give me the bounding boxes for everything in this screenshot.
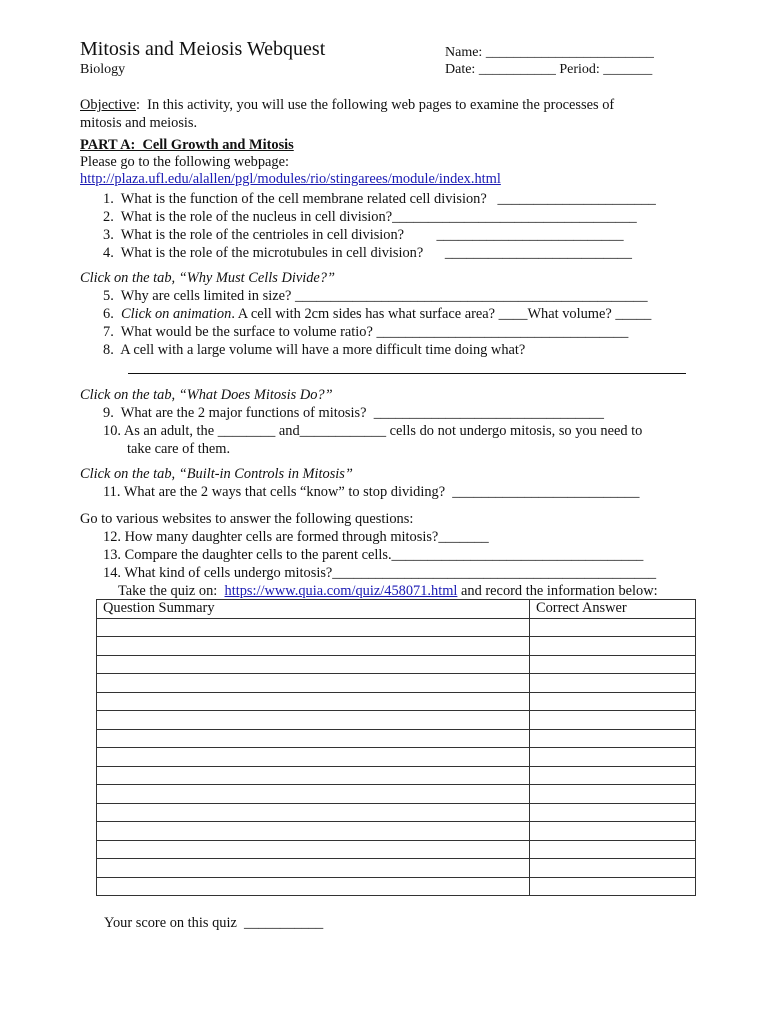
question-12: 12. How many daughter cells are formed through mitosis?_______ (103, 529, 489, 545)
table-row (97, 692, 696, 711)
table-row (97, 637, 696, 656)
table-row (97, 711, 696, 730)
page-title: Mitosis and Meiosis Webquest (80, 38, 326, 60)
summary-cell[interactable] (97, 655, 530, 674)
answer-cell[interactable] (530, 785, 696, 804)
summary-cell[interactable] (97, 637, 530, 656)
summary-cell[interactable] (97, 877, 530, 896)
answer-cell[interactable] (530, 618, 696, 637)
name-field-label: Name: ________________________ (445, 45, 654, 60)
summary-cell[interactable] (97, 711, 530, 730)
subject-label: Biology (80, 62, 126, 77)
table-row (97, 674, 696, 693)
summary-cell[interactable] (97, 766, 530, 785)
answer-cell[interactable] (530, 674, 696, 693)
quiz-score-label: Your score on this quiz ___________ (104, 915, 324, 931)
question-13: 13. Compare the daughter cells to the parent cells.___________________________________ (103, 547, 644, 563)
question-14: 14. What kind of cells undergo mitosis?_____________________________________________ (103, 565, 657, 581)
answer-cell[interactable] (530, 840, 696, 859)
date-period-label: Date: ___________ Period: _______ (445, 62, 653, 77)
table-row (97, 766, 696, 785)
websites-instruction: Go to various websites to answer the following questions: (80, 511, 414, 527)
answer-cell[interactable] (530, 803, 696, 822)
table-row (97, 729, 696, 748)
column-header-correct-answer: Correct Answer (530, 600, 696, 619)
question-2: 2. What is the role of the nucleus in cell division?__________________________________ (103, 209, 637, 225)
quiz-url-link[interactable]: https://www.quia.com/quiz/458071.html (224, 583, 458, 599)
question-10: 10. As an adult, the ________ and____________ cells do not undergo mitosis, so you need to (103, 423, 643, 439)
table-header-row (97, 600, 696, 619)
question-6: 6. Click on animation. A cell with 2cm sides has what surface area? ____What volume? _____ (103, 306, 652, 322)
answer-cell[interactable] (530, 729, 696, 748)
question-7: 7. What would be the surface to volume ratio? ___________________________________ (103, 324, 629, 340)
table-row (97, 618, 696, 637)
question-8: 8. A cell with a large volume will have a more difficult time doing what? (103, 342, 526, 358)
table-row (97, 840, 696, 859)
table-row (97, 748, 696, 767)
answer-cell[interactable] (530, 655, 696, 674)
table-row (97, 822, 696, 841)
summary-cell[interactable] (97, 748, 530, 767)
quiz-instruction: Take the quiz on: https://www.quia.com/quiz/458071.html and record the information below: (118, 583, 658, 599)
part-a-url-link[interactable]: http://plaza.ufl.edu/alallen/pgl/modules/rio/stingarees/module/index.html (80, 171, 501, 187)
objective-line-1 (80, 97, 614, 114)
question-4: 4. What is the role of the microtubules in cell division? __________________________ (103, 245, 632, 261)
summary-cell[interactable] (97, 840, 530, 859)
tab-instruction-why: Click on the tab, “Why Must Cells Divide?” (80, 270, 336, 286)
answer-line-q8 (128, 373, 686, 374)
objective-text-1: : In this activity, you will use the following web pages to examine the processes of (135, 97, 615, 113)
answer-cell[interactable] (530, 877, 696, 896)
objective-line-2: mitosis and meiosis. (80, 115, 198, 131)
summary-cell[interactable] (97, 859, 530, 878)
table-row (97, 803, 696, 822)
tab-instruction-what: Click on the tab, “What Does Mitosis Do?” (80, 387, 333, 403)
answer-cell[interactable] (530, 692, 696, 711)
answer-cell[interactable] (530, 748, 696, 767)
table-row (97, 877, 696, 896)
summary-cell[interactable] (97, 729, 530, 748)
answer-cell[interactable] (530, 822, 696, 841)
question-10-line-2: take care of them. (127, 441, 231, 457)
question-1: 1. What is the function of the cell membrane related cell division? ______________________ (103, 191, 656, 207)
table-row (97, 859, 696, 878)
question-9: 9. What are the 2 major functions of mitosis? ________________________________ (103, 405, 604, 421)
answer-cell[interactable] (530, 859, 696, 878)
table-row (97, 785, 696, 804)
table-row (97, 655, 696, 674)
question-11: 11. What are the 2 ways that cells “know” to stop dividing? __________________________ (103, 484, 640, 500)
part-a-instruction: Please go to the following webpage: (80, 154, 290, 170)
summary-cell[interactable] (97, 822, 530, 841)
summary-cell[interactable] (97, 785, 530, 804)
question-3: 3. What is the role of the centrioles in cell division? __________________________ (103, 227, 624, 243)
question-5: 5. Why are cells limited in size? _________________________________________________ (103, 288, 648, 304)
summary-cell[interactable] (97, 618, 530, 637)
tab-instruction-controls: Click on the tab, “Built-in Controls in Mitosis” (80, 466, 353, 482)
column-header-question-summary: Question Summary (97, 600, 530, 619)
part-a-heading: PART A: Cell Growth and Mitosis (80, 137, 294, 153)
summary-cell[interactable] (97, 674, 530, 693)
objective-label: Objective (80, 97, 136, 113)
answer-cell[interactable] (530, 766, 696, 785)
summary-cell[interactable] (97, 803, 530, 822)
answer-cell[interactable] (530, 711, 696, 730)
summary-cell[interactable] (97, 692, 530, 711)
answer-cell[interactable] (530, 637, 696, 656)
quiz-table (96, 599, 696, 896)
